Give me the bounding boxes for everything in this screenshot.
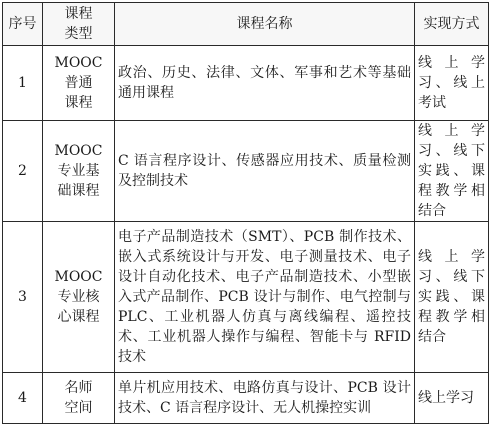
row-type [43,121,115,222]
row-mode: 线上学习、线下实践、课程教学相结合 [415,121,489,222]
header-no: 序号 [3,3,43,46]
row-course-name: C 语言程序设计、传感器应用技术、质量检测及控制技术 [115,121,415,222]
row-mode: 线上学习、线上考试 [415,46,489,121]
row-type-line: 课程 [64,95,93,111]
header-mode: 实现方式 [415,3,489,46]
row-type-line: 空间 [64,400,93,416]
table-row [3,121,489,222]
row-type-line: 专业核 [57,289,100,305]
header-type-line-2: 类型 [64,26,93,42]
header-type-line-1: 课程 [64,6,93,22]
table-row [3,373,489,424]
row-no: 1 [3,46,43,121]
course-table [2,2,489,424]
header-row [3,3,489,46]
row-course-name: 电子产品制造技术（SMT）、PCB 制作技术、嵌入式系统设计与开发、电子测量技术、电子设计自动化技术、电子产品制造技术、小型嵌入式产品制作、PCB 设计与制作、电气控制与 PLC、工业机器人仿真与离线编程、遥控技术、工业机器人操作与编程、智能卡与 RFID 技术 [115,222,415,373]
row-mode: 线上学习、线下实践、课程教学相结合 [415,222,489,373]
row-type [43,373,115,424]
header-type [43,3,115,46]
row-type-line: 础课程 [57,183,100,199]
row-type-line: MOOC [54,143,103,159]
row-type-line: MOOC [54,55,103,71]
row-no: 4 [3,373,43,424]
row-type [43,46,115,121]
row-course-name: 政治、历史、法律、文体、军事和艺术等基础通用课程 [115,46,415,121]
table-row [3,46,489,121]
row-course-name: 单片机应用技术、电路仿真与设计、PCB 设计技术、C 语言程序设计、无人机操控实训 [115,373,415,424]
row-type-line: 专业基 [57,163,100,179]
row-no: 3 [3,222,43,373]
row-type [43,222,115,373]
table-row [3,222,489,373]
table-header [3,3,489,46]
row-type-line: 名师 [64,380,93,396]
row-no: 2 [3,121,43,222]
row-type-line: 普通 [64,75,93,91]
row-mode: 线上学习 [415,373,489,424]
row-type-line: 心课程 [57,309,100,325]
table-body [3,46,489,424]
row-type-line: MOOC [54,269,103,285]
header-name: 课程名称 [115,3,415,46]
